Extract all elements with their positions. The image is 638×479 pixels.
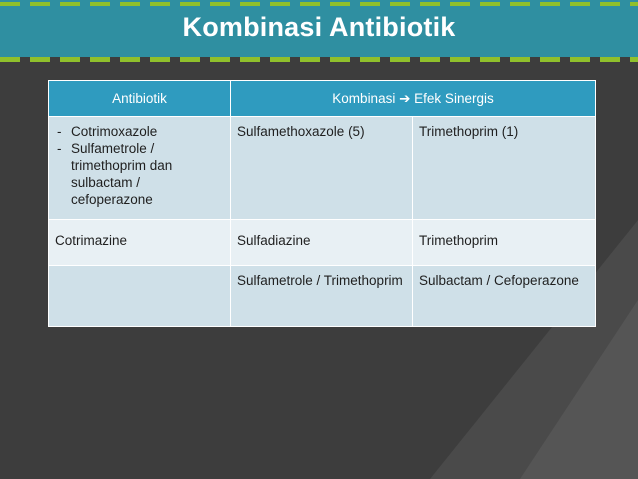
arrow-right-icon: ➔: [399, 90, 411, 107]
title-top-dashed-line: [0, 2, 638, 6]
cell-component-1: Sulfametrole / Trimethoprim: [231, 266, 413, 327]
table-row: [49, 117, 596, 220]
title-bar: [0, 0, 638, 57]
title-dashed-divider: [0, 57, 638, 62]
table-header-row: [49, 81, 596, 117]
header-antibiotik: Antibiotik: [49, 81, 231, 117]
list-item: - Cotrimoxazole: [55, 123, 224, 140]
cell-component-2: Trimethoprim: [413, 220, 596, 266]
antibiotik-list: [55, 123, 224, 208]
slide-title: Kombinasi Antibiotik: [182, 12, 456, 42]
cell-antibiotik: [49, 117, 231, 220]
cell-component-2: Trimethoprim (1): [413, 117, 596, 220]
table-row: [49, 266, 596, 327]
cell-antibiotik: [49, 266, 231, 327]
header-efek-label: Efek Sinergis: [414, 90, 494, 106]
list-item: - Sulfametrole / trimethoprim dan sulbactam / cefoperazone: [55, 140, 224, 208]
cell-component-2: Sulbactam / Cefoperazone: [413, 266, 596, 327]
cell-component-1: Sulfamethoxazole (5): [231, 117, 413, 220]
header-kombinasi-label: Kombinasi: [332, 90, 396, 106]
cell-component-1: Sulfadiazine: [231, 220, 413, 266]
cell-antibiotik: Cotrimazine: [49, 220, 231, 266]
antibiotic-table: [48, 80, 596, 327]
table-row: [49, 220, 596, 266]
header-kombinasi: [231, 81, 596, 117]
